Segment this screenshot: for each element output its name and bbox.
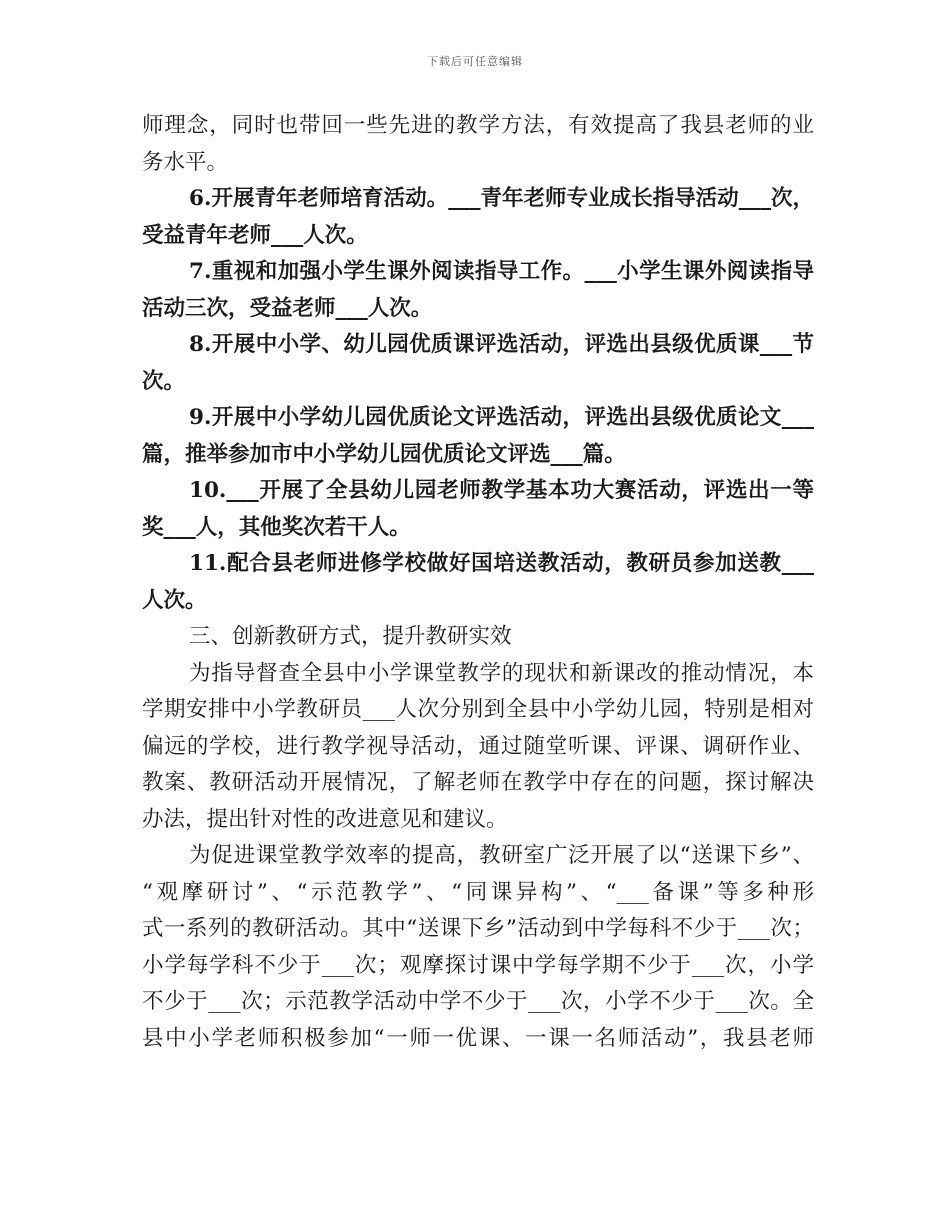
paragraph-line: 活动三次，受益老师___人次。	[142, 295, 433, 321]
paragraph-line: 学期安排中小学教研员___人次分别到全县中小学幼儿园，特别是相对	[142, 697, 814, 722]
section-heading: 三、创新教研方式，提升教研实效	[189, 624, 512, 649]
paragraph-line: 奖___人，其他奖次若干人。	[142, 514, 411, 540]
paragraph-line: 式一系列的教研活动。其中“送课下乡”活动到中学每科不少于___次；	[142, 916, 814, 941]
paragraph-line: 不少于___次；示范教学活动中学不少于___次，小学不少于___次。全	[142, 989, 814, 1014]
paragraph-line: 为促进课堂教学效率的提高，教研室广泛开展了以“送课下乡”、	[189, 843, 814, 868]
paragraph-line: 人次。	[142, 587, 207, 613]
paragraph-line: 为指导督查全县中小学课堂教学的现状和新课改的推动情况，本	[189, 660, 814, 686]
page-header: 下载后可任意编辑	[427, 55, 523, 68]
paragraph-line: 偏远的学校，进行教学视导活动，通过随堂听课、评课、调研作业、	[142, 733, 814, 759]
paragraph-line: 7.重视和加强小学生课外阅读指导工作。___小学生课外阅读指导	[189, 259, 814, 284]
paragraph-line: 县中小学老师积极参加“一师一优课、一课一名师活动”，我县老师	[142, 1025, 814, 1051]
paragraph-line: 小学每学科不少于___次；观摩探讨课中学每学期不少于___次，小学	[142, 952, 814, 978]
document-body	[142, 108, 814, 1057]
paragraph-line: 受益青年老师___人次。	[142, 222, 368, 248]
paragraph-line: 师理念，同时也带回一些先进的教学方法，有效提高了我县老师的业	[142, 113, 814, 138]
paragraph-line: 9.开展中小学幼儿园优质论文评选活动，评选出县级优质论文___	[189, 405, 814, 430]
paragraph-line: 次。	[142, 368, 186, 394]
paragraph-line: 6.开展青年老师培育活动。___青年老师专业成长指导活动___次，	[189, 186, 814, 211]
paragraph-line: 8.开展中小学、幼儿园优质课评选活动，评选出县级优质课___节	[189, 332, 814, 357]
paragraph-line: 11.配合县老师进修学校做好国培送教活动，教研员参加送教___	[189, 551, 814, 576]
paragraph-line: 教案、教研活动开展情况，了解老师在教学中存在的问题，探讨解决	[142, 770, 814, 795]
paragraph-line: 篇，推举参加市中小学幼儿园优质论文评选___篇。	[142, 441, 626, 467]
paragraph-line: “观摩研讨”、“示范教学”、“同课异构”、“___备课”等多种形	[142, 879, 814, 905]
paragraph-line: 10.___开展了全县幼儿园老师教学基本功大赛活动，评选出一等	[189, 478, 814, 503]
paragraph-line: 务水平。	[142, 149, 229, 175]
paragraph-line: 办法，提出针对性的改进意见和建议。	[142, 806, 508, 832]
